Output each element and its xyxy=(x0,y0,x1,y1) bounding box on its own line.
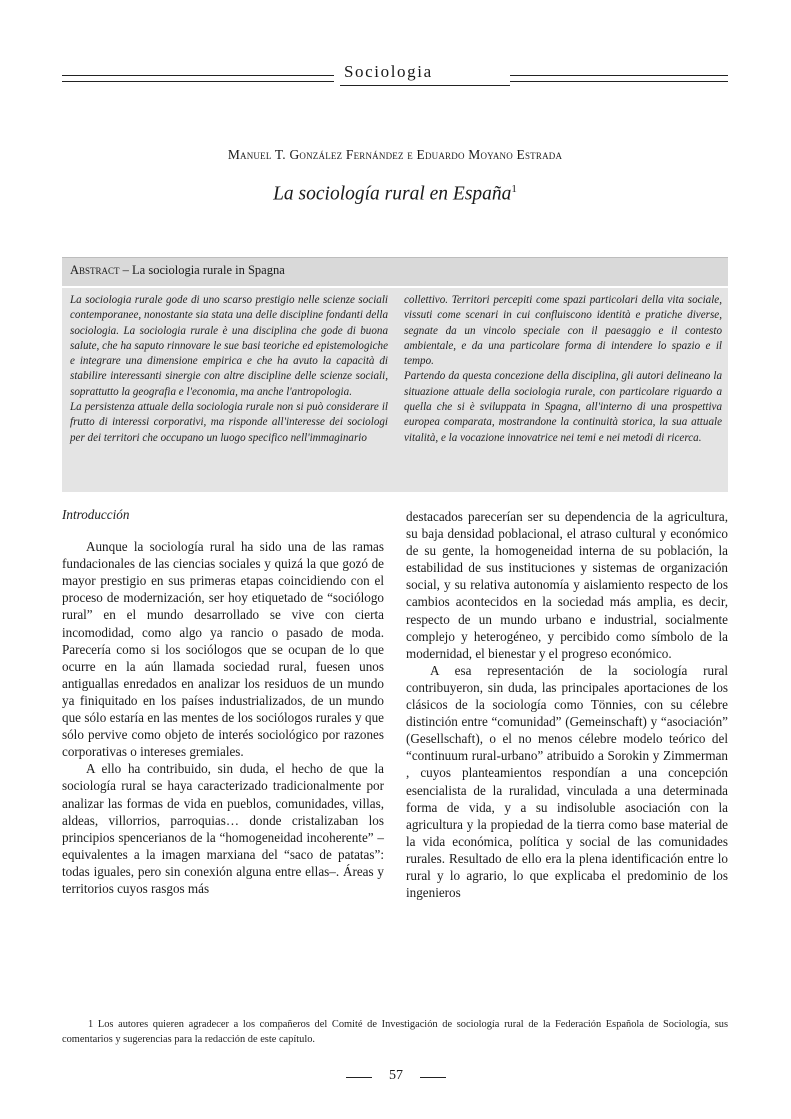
abstract-heading-bar xyxy=(62,257,728,286)
abstract-paragraph: Partendo da questa concezione della disciplina, gli autori delineano la situazione attuale della sociologia rurale, con particolare riguardo a quella che si è sviluppata in Spagna, all'interno di una prospettiva europea comparata, mostrandone la continuità storica, la sua attuale vitalità, e la vocazione innovatrice nei temi e nei metodi di ricerca. xyxy=(404,370,722,444)
section-title: Sociologia xyxy=(344,62,433,81)
footnote-ref[interactable]: 1 xyxy=(511,183,517,195)
body-column-left xyxy=(62,506,384,897)
page-number-block xyxy=(346,1068,446,1088)
abstract-paragraph: La persistenza attuale della sociologia rurale non si può considerare il frutto di interessi corporativi, ma risponde all'interesse dei sociologi per dei territori che occupano un luogo specifico nell'immaginario xyxy=(70,401,388,444)
header-rule xyxy=(510,81,728,82)
article-title: La sociología rural en España xyxy=(273,183,512,205)
abstract-column-right xyxy=(404,293,722,446)
body-paragraph: A ello ha contribuido, sin duda, el hecho de que la sociología rural se haya caracterizado tradicionalmente por analizar las formas de vida en pueblos, comunidades, villas, aldeas, villorrios, parroquias… donde cristalizaban los principios spencerianos de la “homogeneidad incoherente” –equivalentes a la imagen marxiana del “saco de patatas”: todas iguales, pero sin conexión alguna entre ellas–. Áreas y territorios cuyos rasgos más xyxy=(62,761,384,896)
abstract-label: Abstract xyxy=(70,263,120,277)
abstract-box xyxy=(62,288,728,492)
section-header xyxy=(62,62,728,86)
page-number-dash xyxy=(420,1077,446,1078)
footnote-text: Los autores quieren agradecer a los compañeros del Comité de Investigación de sociología rural de la Federación Española de Sociología, sus comentarios y sugerencias para la redacción de este capítulo. xyxy=(62,1019,728,1045)
header-rule xyxy=(62,81,334,82)
article-title-block xyxy=(62,183,728,206)
abstract-title: – La sociologia rurale in Spagna xyxy=(119,263,285,277)
abstract-paragraph: collettivo. Territori percepiti come spazi particolari della vita sociale, vissuti come scenari in cui confluiscono identità e pratiche diverse, segnate da un vincolo speciale con il paesaggio e il contesto ambientale, e da una particolare forma di intendere lo spazio e il tempo. xyxy=(404,294,722,368)
section-title-underline xyxy=(340,85,510,86)
footnote-paragraph xyxy=(62,1017,728,1047)
body-paragraph: A esa representación de la sociología rural contribuyeron, sin duda, las principales aportaciones de los clásicos de la sociología como Tönnies, con su célebre distinción entre “comunidad” (Gemeinschaft) y “asociación” (Gesellschaft), o el no menos célebre modelo teórico del “continuum rural-urbano” atribuido a Sorokin y Zimmerman , cuyos planteamientos respondían a una concepción esencialista de la ruralidad, vinculada a una determinada forma de vida, y a su indisoluble asociación con la agricultura y la propiedad de la tierra como base material de la vida económica, política y social de las comunidades rurales. Resultado de ello era la plena identificación entre lo rural y lo agrario, lo que explicaba el predominio de los ingenieros xyxy=(406,662,728,901)
footnote xyxy=(62,1017,728,1047)
abstract-paragraph: La sociologia rurale gode di uno scarso prestigio nelle scienze sociali contemporanee, nonostante sia stata una delle discipline fondanti della sociologia. La sociologia rurale è una disciplina che gode di buona salute, che ha saputo rinnovare le sue basi teoriche ed epistemologiche e integrare una dimensione empirica e che ha avuto la capacità di stabilire interessanti sinergie con altre discipline delle scienze sociali, soprattutto la geografia e l'economia, ma anche l'antropologia. xyxy=(70,294,388,398)
header-rule xyxy=(510,75,728,76)
page-number-dash xyxy=(346,1077,372,1078)
header-rule xyxy=(62,75,334,76)
page-number: 57 xyxy=(389,1068,403,1083)
section-heading-introduccion: Introducción xyxy=(62,507,130,522)
body-paragraph: Aunque la sociología rural ha sido una de las ramas fundacionales de las ciencias sociales y quizá la que gozó de mayor prestigio en sus primeras etapas coincidiendo con el proceso de modernización, ser hoy etiquetado de “sociólogo rural” en el mundo desarrollado se vive con cierta incomodidad, como algo ya rancio o pasado de moda. Parecería como si los sociólogos que se ocupan de lo que ocurre en la aún llamada sociedad rural, fuesen unos antiguallas enredados en analizar los residuos de un mundo ya finiquitado en los países industrializados, de un mundo que sólo estaría en las mentes de los sociólogos rurales y que sólo pervive como objeto de interés sociológico por razones corporativas o intereses gremiales. xyxy=(62,539,384,760)
article-authors: Manuel T. González Fernández e Eduardo Moyano Estrada xyxy=(227,147,563,162)
abstract-heading xyxy=(70,263,285,278)
body-column-right xyxy=(406,508,728,901)
body-paragraph: destacados parecerían ser su dependencia de la agricultura, su baja densidad poblacional, el atraso cultural y económico de su gente, la homogeneidad interna de su población, la estabilidad de sus instituciones y sistemas de organización social, y su relativa autonomía y aislamiento respecto de los cambios acontecidos en la sociedad más amplia, es decir, respecto de un mundo urbano e industrial, socialmente complejo y heterogéneo, y percibido como símbolo de la modernidad, el bienestar y el progreso económico. xyxy=(406,509,728,661)
footnote-marker: 1 xyxy=(88,1019,94,1030)
abstract-column-left xyxy=(70,293,388,446)
